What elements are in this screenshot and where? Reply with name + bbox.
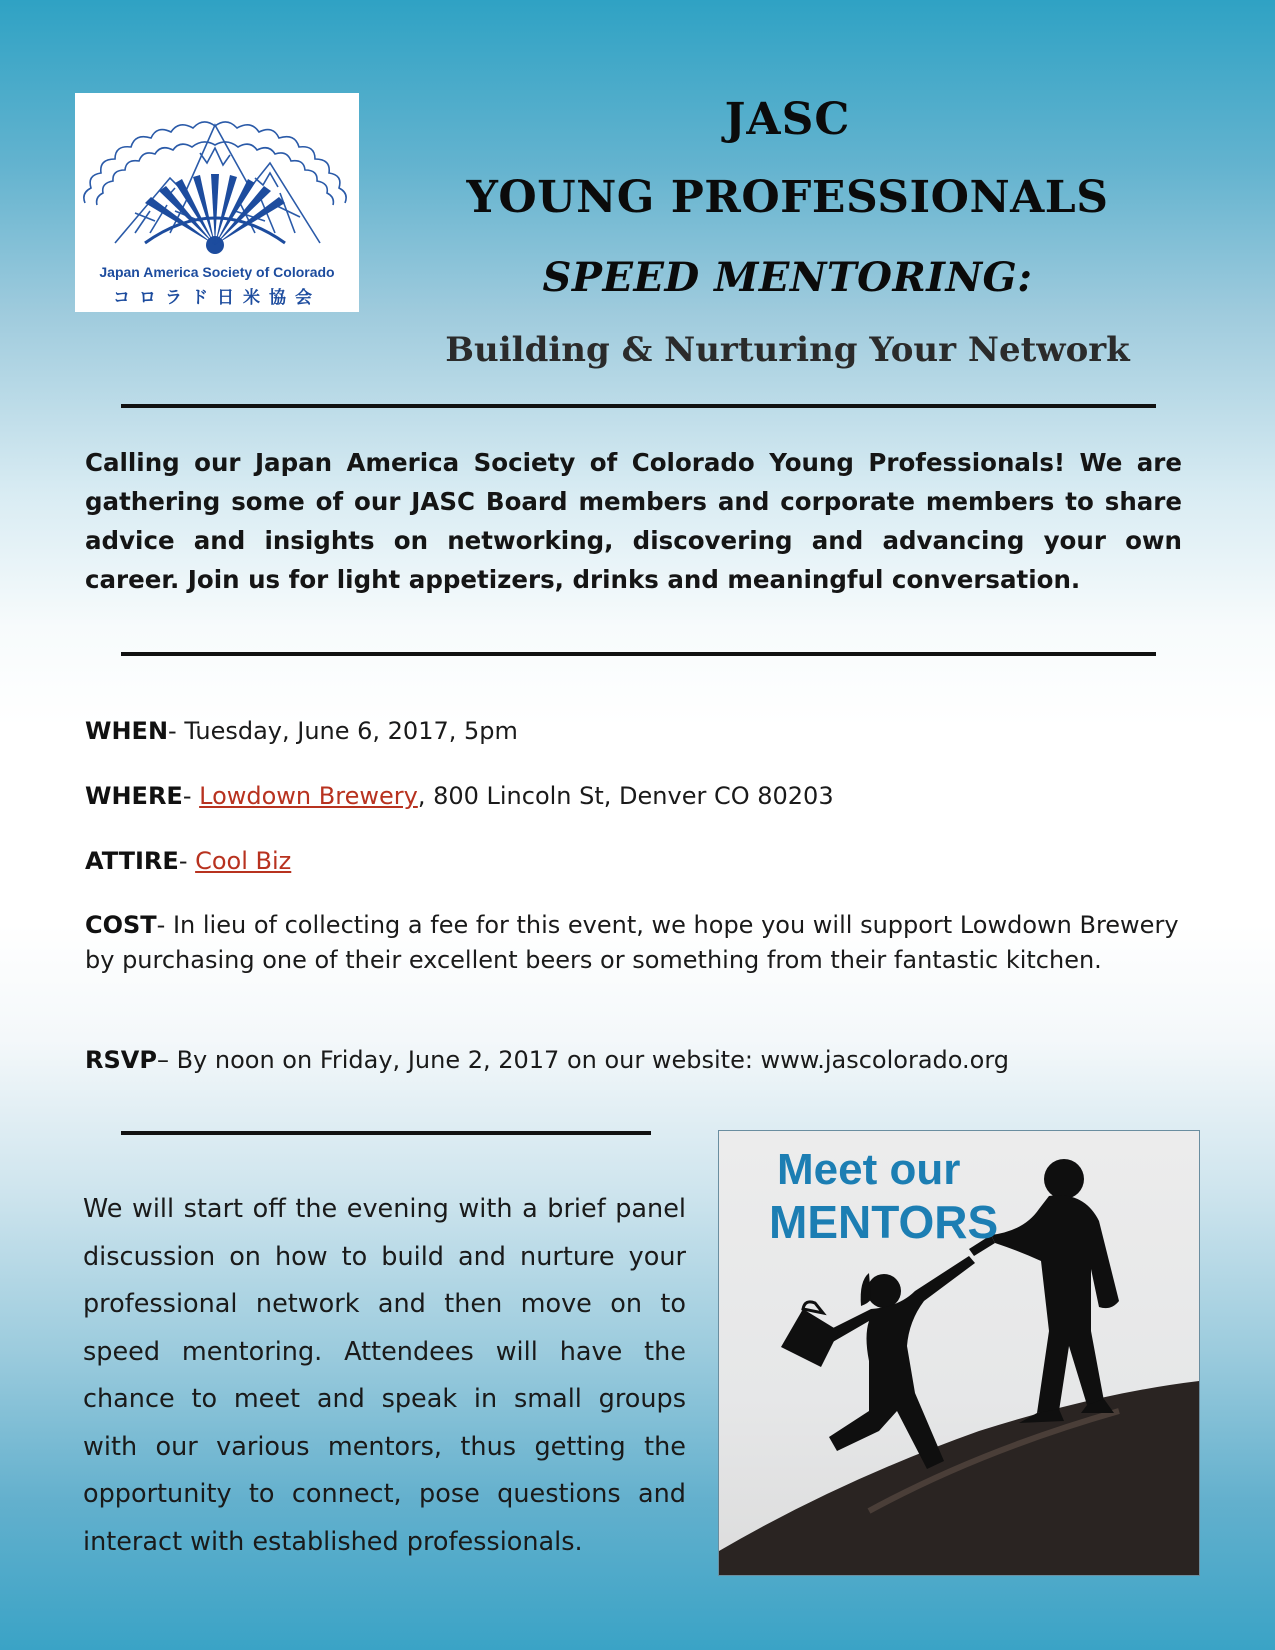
cost-separator: - — [156, 911, 173, 939]
mentors-heading-line1: Meet our — [777, 1145, 961, 1194]
divider-middle — [121, 652, 1156, 656]
title-young-professionals: YOUNG PROFESSIONALS — [466, 172, 1109, 223]
mentors-heading-line2: MENTORS — [769, 1196, 999, 1248]
meet-our-mentors-image — [718, 1130, 1200, 1576]
attire-label: ATTIRE — [85, 847, 179, 875]
title-speed-mentoring: SPEED MENTORING: — [542, 254, 1033, 301]
closing-paragraph: We will start off the evening with a brief panel discussion on how to build and nurture your professional network and then move on to speed mentoring. Attendees will have the chance to meet and speak in small groups with our various mentors, thus getting the opportunity to connect, pose questions and interact with established professionals. — [83, 1194, 686, 1557]
where-address: , 800 Lincoln St, Denver CO 80203 — [417, 782, 834, 810]
rsvp-value: By noon on Friday, June 2, 2017 on our website: www.jascolorado.org — [176, 1046, 1010, 1074]
rsvp-label: RSVP — [85, 1046, 157, 1074]
when-separator: - — [168, 717, 185, 745]
where-separator: - — [182, 782, 200, 810]
lowdown-brewery-link[interactable]: Lowdown Brewery — [199, 782, 418, 810]
divider-top — [121, 404, 1156, 408]
cool-biz-link[interactable]: Cool Biz — [195, 847, 292, 875]
attire-separator: - — [178, 847, 196, 875]
cost-value: In lieu of collecting a fee for this event, we hope you will support Lowdown Brewery by purchasing one of their excellent beers or something from their fantastic kitchen. — [85, 911, 1179, 974]
detail-where — [85, 779, 1185, 814]
when-value: Tuesday, June 6, 2017, 5pm — [184, 717, 518, 745]
detail-rsvp — [85, 1043, 1185, 1078]
logo-name-japanese: コロラド日米協会 — [113, 288, 321, 308]
rsvp-separator: – — [156, 1046, 177, 1074]
detail-when — [85, 714, 1185, 749]
cost-label: COST — [85, 911, 157, 939]
where-label: WHERE — [85, 782, 183, 810]
subtitle-network: Building & Nurturing Your Network — [445, 330, 1130, 370]
detail-cost — [85, 908, 1185, 978]
divider-bottom — [121, 1131, 651, 1135]
jasc-logo — [75, 93, 359, 312]
logo-name-english: Japan America Society of Colorado — [99, 264, 335, 280]
title-jasc: JASC — [724, 94, 851, 145]
intro-paragraph: Calling our Japan America Society of Colorado Young Professionals! We are gathering some of our JASC Board members and corporate members to share advice and insights on networking, discovering and advancing your own career. Join us for light appetizers, drinks and meaningful conversation. — [85, 448, 1182, 594]
detail-attire — [85, 844, 1185, 879]
when-label: WHEN — [85, 717, 169, 745]
